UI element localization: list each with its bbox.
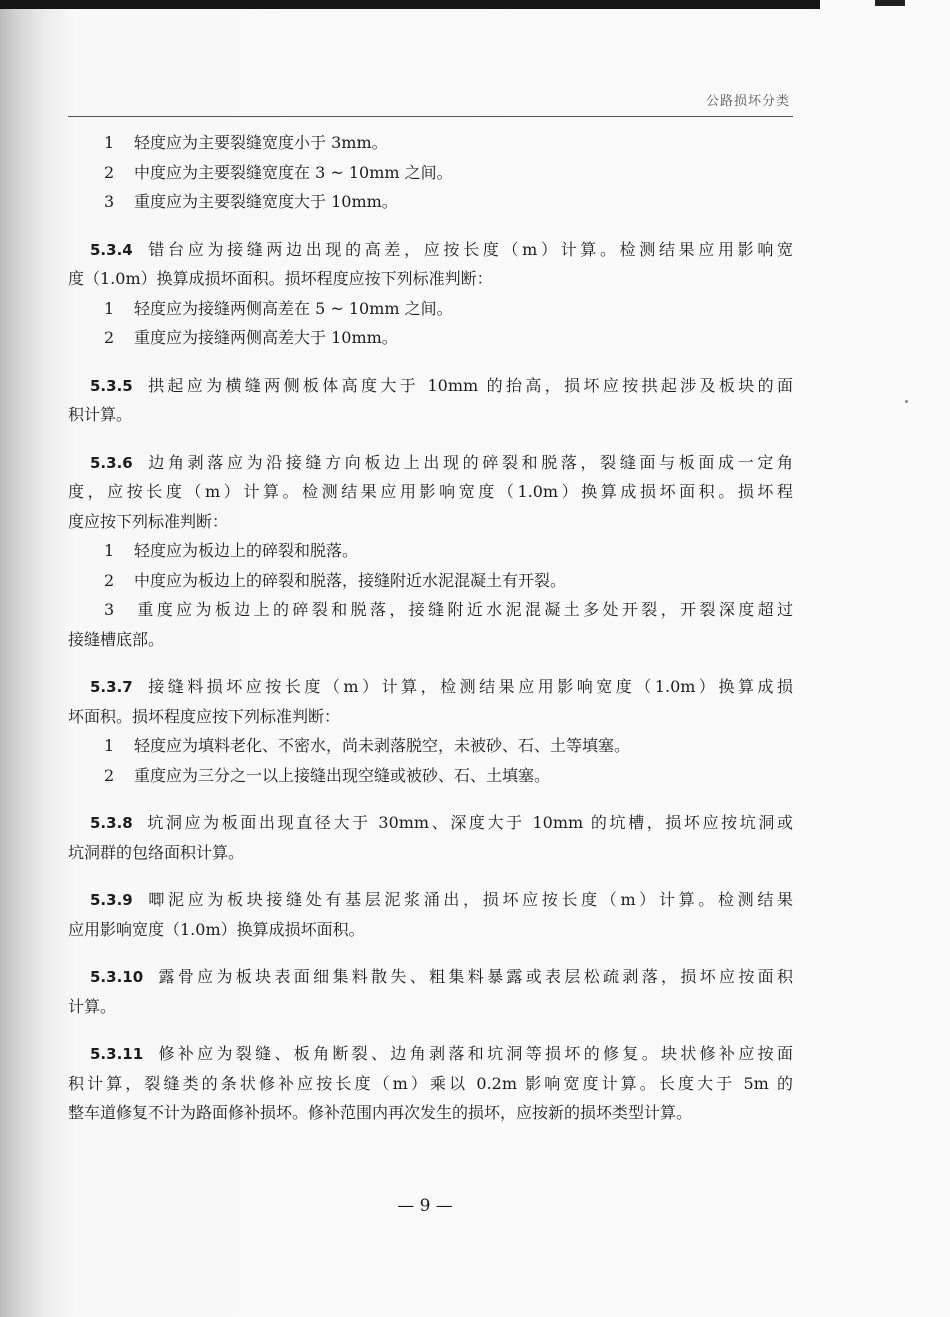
- clause-text: 坑洞群的包络面积计算。: [68, 842, 245, 862]
- page-number: — 9 —: [397, 1196, 453, 1216]
- clause-line: [68, 235, 793, 265]
- clause-number: 5.3.8: [90, 814, 133, 832]
- list-item-text: 重度应为接缝两侧高差大于 10mm。: [134, 328, 398, 347]
- clause-5-3-8: [68, 808, 793, 867]
- list-item: [68, 128, 793, 158]
- clause-text: 积计算。: [68, 405, 133, 424]
- clause-text: 度应按下列标准判断：: [68, 511, 229, 531]
- list-item-text: 轻度应为主要裂缝宽度小于 3mm。: [134, 133, 388, 152]
- clause-line: [68, 448, 793, 478]
- list-item-number: 1: [104, 133, 115, 152]
- item-list: [68, 128, 793, 217]
- clause-number: 5.3.10: [90, 968, 144, 986]
- clause-line: [68, 371, 793, 401]
- list-item: [68, 761, 793, 791]
- clause-number: 5.3.11: [90, 1045, 144, 1063]
- clause-line: [68, 400, 793, 430]
- list-item-text: 轻度应为板边上的碎裂和脱落。: [134, 541, 359, 560]
- clause-text: 坏面积。损坏程度应按下列标准判断：: [68, 706, 341, 726]
- clause-line: [68, 838, 793, 868]
- clause-line: [68, 264, 793, 294]
- clause-text: 唧泥应为板块接缝处有基层泥浆涌出，损坏应按长度（m）计算。检测结果: [144, 890, 793, 909]
- list-item-text: 重度应为板边上的碎裂和脱落，接缝附近水泥混凝土多处开裂，开裂深度超过: [134, 600, 793, 619]
- list-item-number: 3: [104, 192, 115, 211]
- scan-edge-bar: [0, 0, 820, 9]
- list-item-text: 轻度应为填料老化、不密水，尚未剥落脱空，未被砂、石、土等填塞。: [134, 736, 631, 755]
- list-item-text: 中度应为板边上的碎裂和脱落，接缝附近水泥混凝土有开裂。: [134, 570, 567, 590]
- clause-line: [68, 915, 793, 945]
- list-item-text: 重度应为三分之一以上接缝出现空缝或被砂、石、土填塞。: [134, 765, 551, 785]
- list-item: [68, 566, 793, 596]
- clause-text: 计算。: [68, 996, 117, 1016]
- list-item-text: 重度应为主要裂缝宽度大于 10mm。: [134, 192, 398, 211]
- list-item-number: 2: [104, 570, 115, 590]
- clause-line: [68, 992, 793, 1022]
- clause-5-3-4: [68, 235, 793, 353]
- clause-5-3-5: [68, 371, 793, 430]
- list-item-continuation: 接缝槽底部。: [68, 629, 165, 649]
- list-item: [68, 323, 793, 353]
- clause-line: [68, 702, 793, 732]
- clause-text: 整车道修复不计为路面修补损坏。修补范围内再次发生的损坏，应按新的损坏类型计算。: [68, 1103, 693, 1122]
- list-item-number: 1: [104, 541, 115, 560]
- clause-text: 度，应按长度（m）计算。检测结果应用影响宽度（1.0m）换算成损坏面积。损坏程: [68, 482, 793, 501]
- clause-line: [68, 1069, 793, 1099]
- clause-text: 错台应为接缝两边出现的高差，应按长度（m）计算。检测结果应用影响宽: [144, 239, 793, 259]
- list-item: [68, 536, 793, 566]
- list-item-number: 3: [104, 600, 115, 619]
- clause-line: [68, 1039, 793, 1069]
- list-item: [68, 158, 793, 188]
- list-item-number: 1: [104, 736, 115, 755]
- clause-text: 露骨应为板块表面细集料散失、粗集料暴露或表层松疏剥落，损坏应按面积: [155, 967, 793, 986]
- list-item: [68, 187, 793, 217]
- clause-line: [68, 808, 793, 838]
- scan-speck: [905, 400, 908, 403]
- clause-number: 5.3.6: [90, 453, 133, 472]
- clause-line: [68, 477, 793, 507]
- list-item-number: 1: [104, 298, 115, 318]
- clause-line: [68, 1098, 793, 1128]
- scan-edge-mark: [875, 0, 905, 6]
- clause-line: [68, 507, 793, 537]
- clause-text: 坑洞应为板面出现直径大于 30mm、深度大于 10mm 的坑槽，损坏应按坑洞或: [144, 813, 793, 832]
- list-item: [68, 595, 793, 625]
- list-item-text: 轻度应为接缝两侧高差在 5 ~ 10mm 之间。: [134, 298, 453, 318]
- running-header: 公路损坏分类: [705, 94, 790, 109]
- clause-text: 度（1.0m）换算成损坏面积。损坏程度应按下列标准判断：: [68, 269, 493, 288]
- clause-text: 接缝料损坏应按长度（m）计算，检测结果应用影响宽度（1.0m）换算成损: [144, 677, 793, 696]
- clause-text: 积计算，裂缝类的条状修补应按长度（m）乘以 0.2m 影响宽度计算。长度大于 5m 的: [68, 1073, 793, 1093]
- clause-number: 5.3.5: [90, 376, 133, 395]
- clause-5-3-11: [68, 1039, 793, 1128]
- clause-text: 边角剥落应为沿接缝方向板边上出现的碎裂和脱落，裂缝面与板面成一定角: [144, 452, 793, 472]
- list-item-text: 中度应为主要裂缝宽度在 3 ~ 10mm 之间。: [134, 162, 453, 182]
- clause-5-3-10: [68, 962, 793, 1021]
- clause-5-3-6: [68, 448, 793, 655]
- list-item: [68, 294, 793, 324]
- clause-number: 5.3.4: [90, 240, 133, 259]
- clause-5-3-7: [68, 672, 793, 790]
- clause-text: 拱起应为横缝两侧板体高度大于 10mm 的抬高，损坏应按拱起涉及板块的面: [144, 375, 793, 395]
- header-rule: [68, 116, 793, 117]
- clause-number: 5.3.9: [90, 891, 133, 909]
- clause-text: 修补应为裂缝、板角断裂、边角剥落和坑洞等损坏的修复。块状修补应按面: [155, 1044, 793, 1063]
- list-item: [68, 731, 793, 761]
- list-item-number: 2: [104, 765, 115, 785]
- clause-text: 应用影响宽度（1.0m）换算成损坏面积。: [68, 919, 365, 939]
- clause-line: [68, 962, 793, 992]
- clause-5-3-9: [68, 885, 793, 944]
- page-body: [68, 128, 793, 1128]
- clause-line: [68, 672, 793, 702]
- list-item-number: 2: [104, 328, 115, 347]
- clause-number: 5.3.7: [90, 678, 133, 696]
- clause-line: [68, 885, 793, 915]
- list-item-number: 2: [104, 162, 115, 182]
